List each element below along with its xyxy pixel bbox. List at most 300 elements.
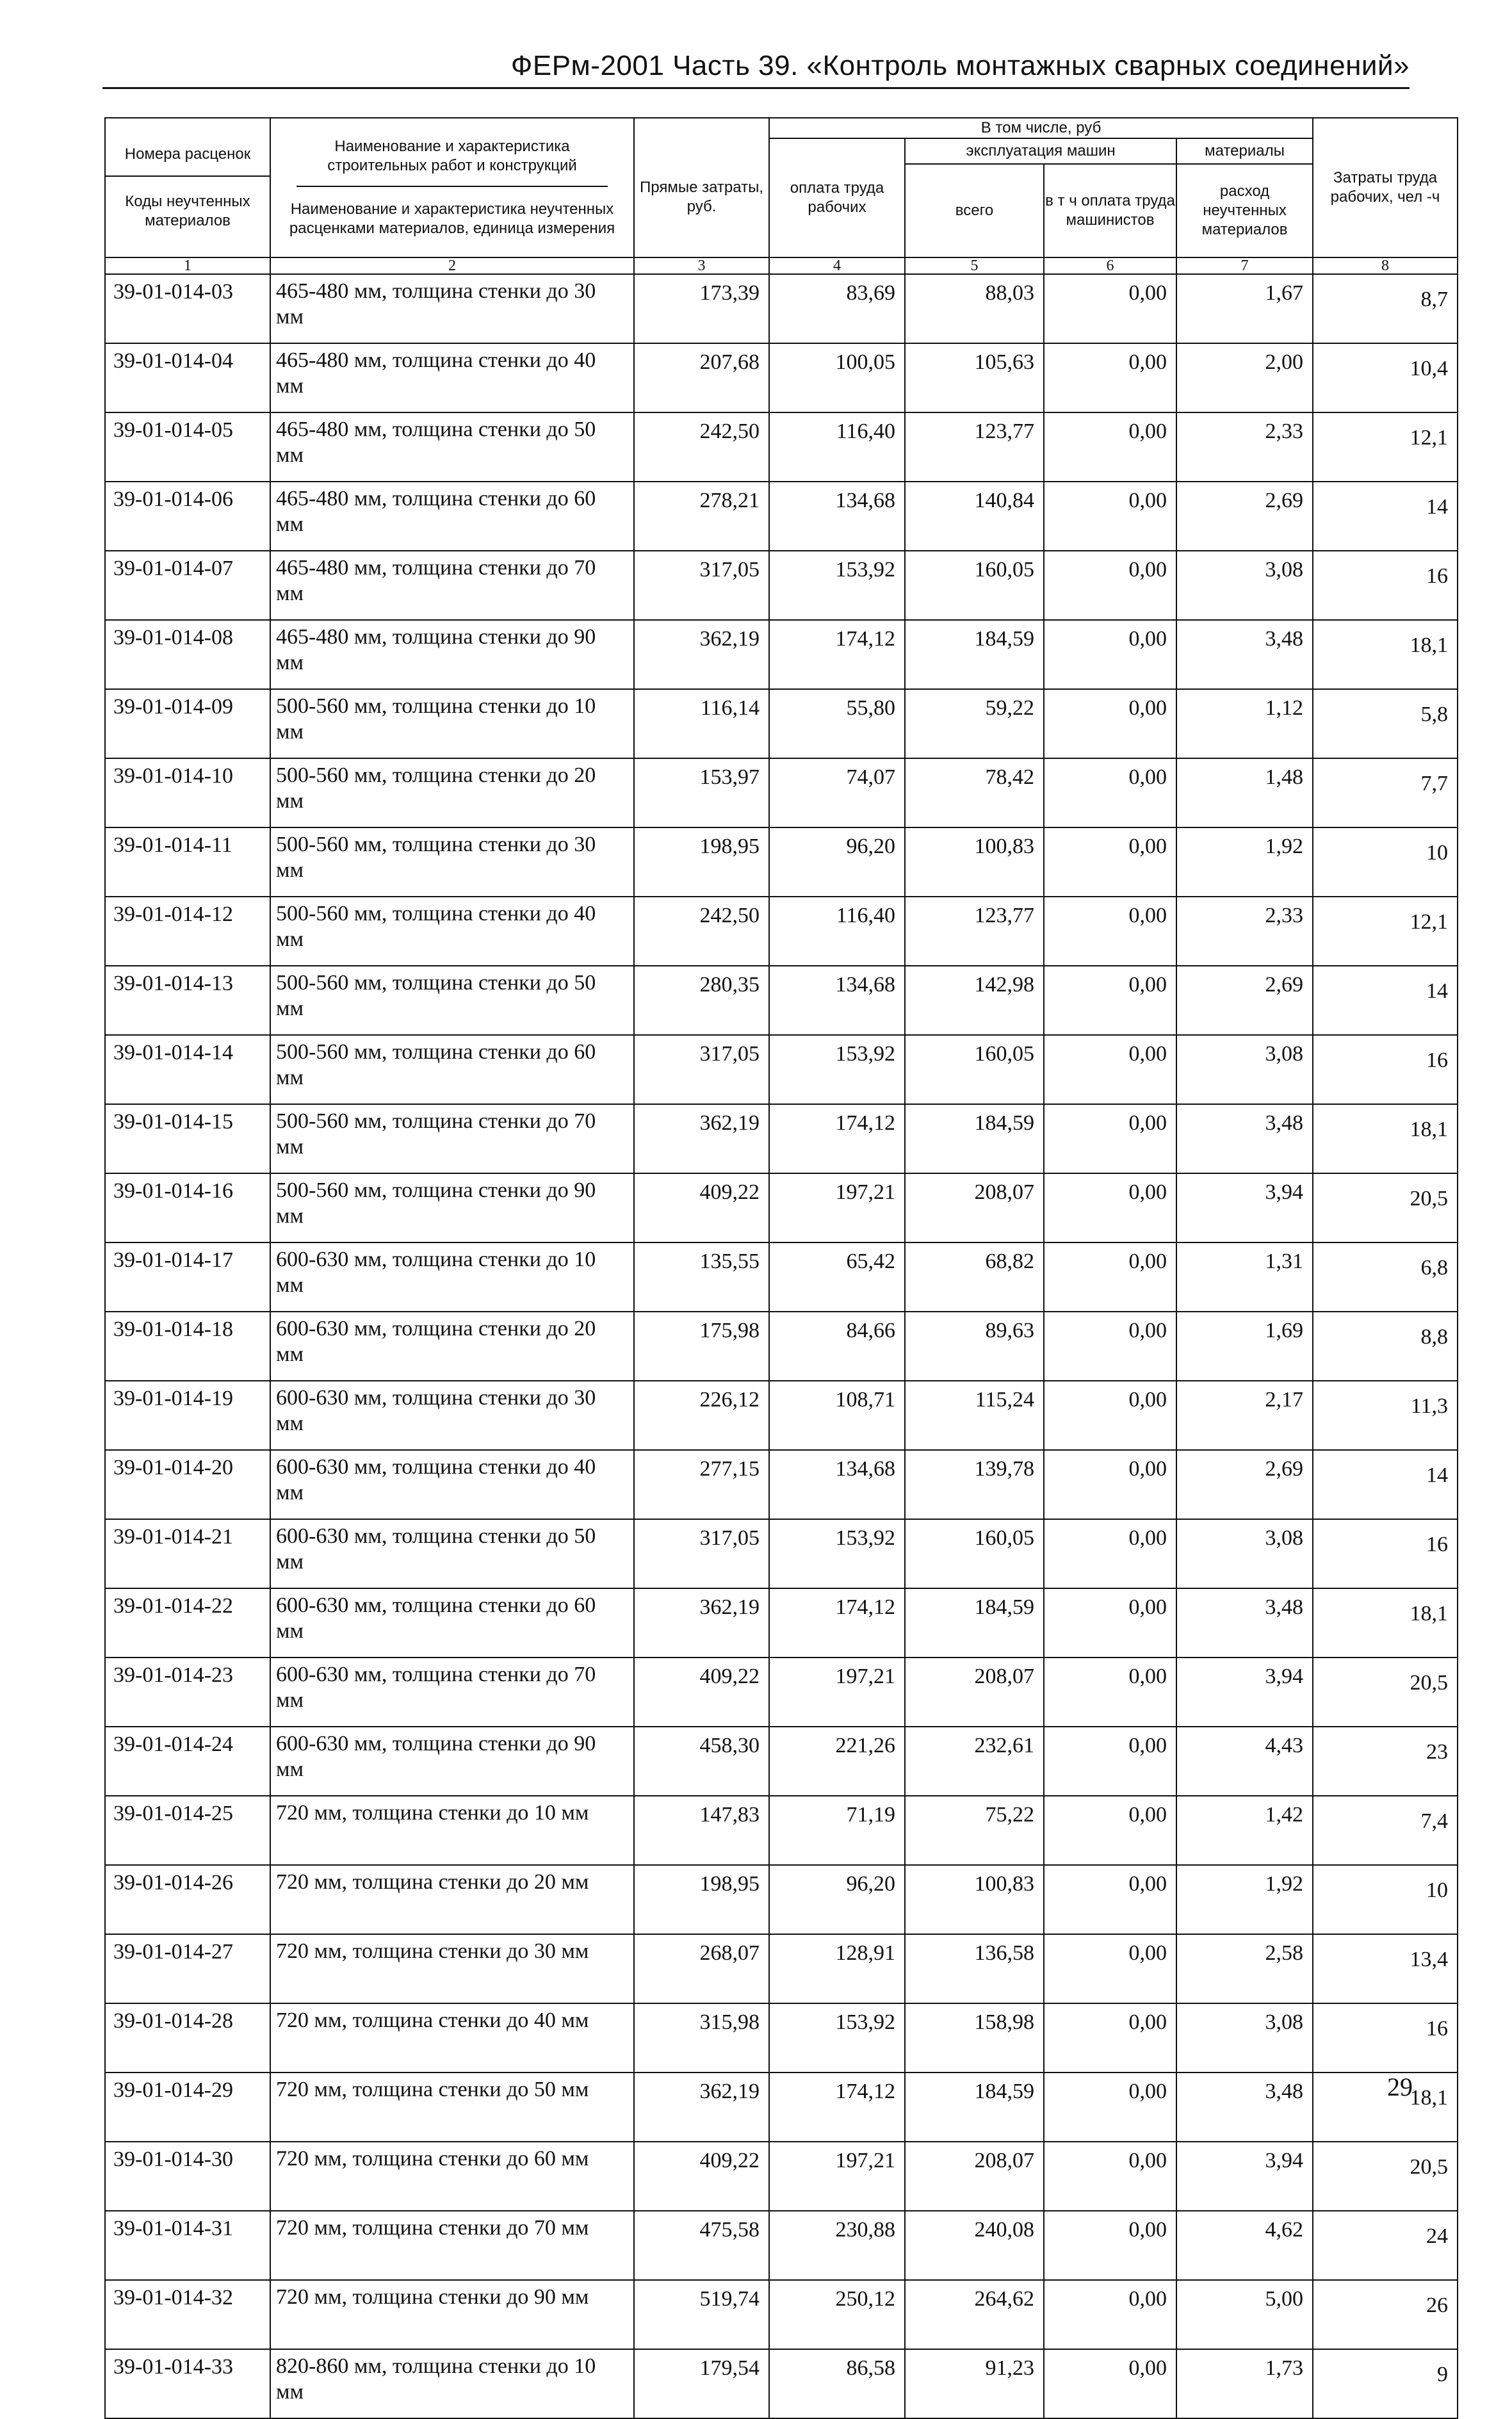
labor-costs-cell: 16 bbox=[1313, 2003, 1458, 2073]
materials-cell: 2,69 bbox=[1176, 966, 1313, 1035]
machines-total-cell: 115,24 bbox=[905, 1381, 1044, 1450]
labor-costs-cell: 14 bbox=[1313, 966, 1458, 1035]
wages-cell: 65,42 bbox=[769, 1242, 905, 1312]
column-number: 7 bbox=[1176, 257, 1313, 274]
direct-costs-cell: 278,21 bbox=[634, 482, 769, 551]
table-row bbox=[105, 1519, 1458, 1588]
direct-costs-cell: 242,50 bbox=[634, 412, 769, 482]
header-machines-total: всего bbox=[905, 164, 1044, 257]
table-row bbox=[105, 1450, 1458, 1519]
description-cell: 465-480 мм, толщина стенки до 70 мм bbox=[270, 551, 634, 620]
machines-wages-cell: 0,00 bbox=[1044, 2003, 1176, 2073]
description-cell: 720 мм, толщина стенки до 90 мм bbox=[270, 2280, 634, 2349]
direct-costs-cell: 409,22 bbox=[634, 1173, 769, 1242]
machines-total-cell: 240,08 bbox=[905, 2211, 1044, 2280]
materials-cell: 3,48 bbox=[1176, 2073, 1313, 2142]
column-number: 8 bbox=[1313, 257, 1458, 274]
header-name bbox=[270, 118, 634, 257]
direct-costs-cell: 362,19 bbox=[634, 2073, 769, 2142]
materials-cell: 1,48 bbox=[1176, 758, 1313, 827]
table-row bbox=[105, 758, 1458, 827]
wages-cell: 174,12 bbox=[769, 2073, 905, 2142]
table-row bbox=[105, 551, 1458, 620]
header-direct-costs: Прямые затраты, руб. bbox=[634, 118, 769, 257]
machines-wages-cell: 0,00 bbox=[1044, 2280, 1176, 2349]
rate-code-cell: 39-01-014-22 bbox=[105, 1588, 270, 1657]
labor-costs-cell: 14 bbox=[1313, 482, 1458, 551]
machines-total-cell: 91,23 bbox=[905, 2349, 1044, 2418]
labor-costs-cell: 23 bbox=[1313, 1727, 1458, 1796]
labor-costs-cell: 10 bbox=[1313, 827, 1458, 897]
machines-total-cell: 100,83 bbox=[905, 827, 1044, 897]
rate-code-cell: 39-01-014-30 bbox=[105, 2142, 270, 2211]
machines-wages-cell: 0,00 bbox=[1044, 1727, 1176, 1796]
rate-code-cell: 39-01-014-14 bbox=[105, 1035, 270, 1104]
wages-cell: 230,88 bbox=[769, 2211, 905, 2280]
description-cell: 720 мм, толщина стенки до 40 мм bbox=[270, 2003, 634, 2073]
direct-costs-cell: 242,50 bbox=[634, 897, 769, 966]
machines-wages-cell: 0,00 bbox=[1044, 343, 1176, 412]
machines-total-cell: 140,84 bbox=[905, 482, 1044, 551]
materials-cell: 4,62 bbox=[1176, 2211, 1313, 2280]
rate-code-cell: 39-01-014-24 bbox=[105, 1727, 270, 1796]
labor-costs-cell: 7,4 bbox=[1313, 1796, 1458, 1865]
rate-code-cell: 39-01-014-28 bbox=[105, 2003, 270, 2073]
header-codes bbox=[105, 118, 270, 257]
direct-costs-cell: 280,35 bbox=[634, 966, 769, 1035]
machines-wages-cell: 0,00 bbox=[1044, 482, 1176, 551]
wages-cell: 128,91 bbox=[769, 1934, 905, 2003]
direct-costs-cell: 315,98 bbox=[634, 2003, 769, 2073]
rate-code-cell: 39-01-014-07 bbox=[105, 551, 270, 620]
header-rule bbox=[102, 87, 1410, 89]
wages-cell: 174,12 bbox=[769, 620, 905, 689]
table-row bbox=[105, 1312, 1458, 1381]
direct-costs-cell: 362,19 bbox=[634, 1104, 769, 1173]
rate-code-cell: 39-01-014-12 bbox=[105, 897, 270, 966]
rate-code-cell: 39-01-014-05 bbox=[105, 412, 270, 482]
materials-cell: 2,58 bbox=[1176, 1934, 1313, 2003]
description-cell: 500-560 мм, толщина стенки до 50 мм bbox=[270, 966, 634, 1035]
materials-cell: 3,94 bbox=[1176, 2142, 1313, 2211]
rate-code-cell: 39-01-014-29 bbox=[105, 2073, 270, 2142]
machines-total-cell: 160,05 bbox=[905, 1519, 1044, 1588]
table-row bbox=[105, 1865, 1458, 1934]
machines-total-cell: 88,03 bbox=[905, 274, 1044, 343]
machines-wages-cell: 0,00 bbox=[1044, 2211, 1176, 2280]
labor-costs-cell: 16 bbox=[1313, 1519, 1458, 1588]
wages-cell: 153,92 bbox=[769, 1035, 905, 1104]
labor-costs-cell: 5,8 bbox=[1313, 689, 1458, 758]
labor-costs-cell: 12,1 bbox=[1313, 897, 1458, 966]
description-cell: 720 мм, толщина стенки до 50 мм bbox=[270, 2073, 634, 2142]
wages-cell: 96,20 bbox=[769, 827, 905, 897]
description-cell: 500-560 мм, толщина стенки до 40 мм bbox=[270, 897, 634, 966]
materials-cell: 2,33 bbox=[1176, 897, 1313, 966]
direct-costs-cell: 173,39 bbox=[634, 274, 769, 343]
description-cell: 600-630 мм, толщина стенки до 40 мм bbox=[270, 1450, 634, 1519]
labor-costs-cell: 18,1 bbox=[1313, 620, 1458, 689]
description-cell: 465-480 мм, толщина стенки до 60 мм bbox=[270, 482, 634, 551]
direct-costs-cell: 277,15 bbox=[634, 1450, 769, 1519]
wages-cell: 197,21 bbox=[769, 1657, 905, 1727]
machines-wages-cell: 0,00 bbox=[1044, 1519, 1176, 1588]
machines-total-cell: 75,22 bbox=[905, 1796, 1044, 1865]
machines-total-cell: 184,59 bbox=[905, 1588, 1044, 1657]
materials-cell: 3,08 bbox=[1176, 1035, 1313, 1104]
direct-costs-cell: 179,54 bbox=[634, 2349, 769, 2418]
column-numbers-row bbox=[105, 257, 1458, 274]
description-cell: 600-630 мм, толщина стенки до 10 мм bbox=[270, 1242, 634, 1312]
labor-costs-cell: 18,1 bbox=[1313, 1104, 1458, 1173]
wages-cell: 74,07 bbox=[769, 758, 905, 827]
direct-costs-cell: 317,05 bbox=[634, 1035, 769, 1104]
header-wages: оплата труда рабочих bbox=[769, 138, 905, 257]
table-row bbox=[105, 2211, 1458, 2280]
rate-code-cell: 39-01-014-21 bbox=[105, 1519, 270, 1588]
materials-cell: 1,12 bbox=[1176, 689, 1313, 758]
description-cell: 500-560 мм, толщина стенки до 10 мм bbox=[270, 689, 634, 758]
labor-costs-cell: 18,1 bbox=[1313, 1588, 1458, 1657]
labor-costs-cell: 10,4 bbox=[1313, 343, 1458, 412]
machines-wages-cell: 0,00 bbox=[1044, 2349, 1176, 2418]
column-number: 2 bbox=[270, 257, 634, 274]
machines-wages-cell: 0,00 bbox=[1044, 1035, 1176, 1104]
labor-costs-cell: 12,1 bbox=[1313, 412, 1458, 482]
rate-code-cell: 39-01-014-11 bbox=[105, 827, 270, 897]
table-row bbox=[105, 2349, 1458, 2418]
rate-code-cell: 39-01-014-31 bbox=[105, 2211, 270, 2280]
machines-total-cell: 208,07 bbox=[905, 2142, 1044, 2211]
materials-cell: 2,17 bbox=[1176, 1381, 1313, 1450]
description-cell: 500-560 мм, толщина стенки до 30 мм bbox=[270, 827, 634, 897]
labor-costs-cell: 11,3 bbox=[1313, 1381, 1458, 1450]
machines-wages-cell: 0,00 bbox=[1044, 1381, 1176, 1450]
header-machines-wages: в т ч оплата труда машинистов bbox=[1044, 164, 1176, 257]
table-row bbox=[105, 1381, 1458, 1450]
materials-cell: 1,92 bbox=[1176, 827, 1313, 897]
materials-cell: 3,48 bbox=[1176, 620, 1313, 689]
table-row bbox=[105, 1035, 1458, 1104]
materials-cell: 3,08 bbox=[1176, 551, 1313, 620]
rate-code-cell: 39-01-014-23 bbox=[105, 1657, 270, 1727]
rate-code-cell: 39-01-014-15 bbox=[105, 1104, 270, 1173]
description-cell: 465-480 мм, толщина стенки до 50 мм bbox=[270, 412, 634, 482]
rate-code-cell: 39-01-014-10 bbox=[105, 758, 270, 827]
machines-wages-cell: 0,00 bbox=[1044, 1104, 1176, 1173]
direct-costs-cell: 175,98 bbox=[634, 1312, 769, 1381]
rate-code-cell: 39-01-014-03 bbox=[105, 274, 270, 343]
rate-code-cell: 39-01-014-20 bbox=[105, 1450, 270, 1519]
direct-costs-cell: 207,68 bbox=[634, 343, 769, 412]
rate-code-cell: 39-01-014-04 bbox=[105, 343, 270, 412]
direct-costs-cell: 519,74 bbox=[634, 2280, 769, 2349]
header-labor-costs: Затраты труда рабочих, чел -ч bbox=[1313, 118, 1458, 257]
description-cell: 600-630 мм, толщина стенки до 90 мм bbox=[270, 1727, 634, 1796]
column-number: 3 bbox=[634, 257, 769, 274]
machines-total-cell: 78,42 bbox=[905, 758, 1044, 827]
header-name-bottom: Наименование и характеристика неучтенных расценками материалов, единица измерения bbox=[289, 200, 615, 237]
description-cell: 600-630 мм, толщина стенки до 60 мм bbox=[270, 1588, 634, 1657]
description-cell: 465-480 мм, толщина стенки до 30 мм bbox=[270, 274, 634, 343]
direct-costs-cell: 458,30 bbox=[634, 1727, 769, 1796]
direct-costs-cell: 198,95 bbox=[634, 1865, 769, 1934]
wages-cell: 134,68 bbox=[769, 482, 905, 551]
machines-total-cell: 208,07 bbox=[905, 1657, 1044, 1727]
materials-cell: 2,33 bbox=[1176, 412, 1313, 482]
machines-total-cell: 184,59 bbox=[905, 1104, 1044, 1173]
machines-total-cell: 158,98 bbox=[905, 2003, 1044, 2073]
machines-total-cell: 100,83 bbox=[905, 1865, 1044, 1934]
table-header bbox=[105, 118, 1458, 274]
wages-cell: 84,66 bbox=[769, 1312, 905, 1381]
direct-costs-cell: 362,19 bbox=[634, 620, 769, 689]
page-header-title: ФЕРм-2001 Часть 39. «Контроль монтажных сварных соединений» bbox=[510, 50, 1410, 81]
wages-cell: 221,26 bbox=[769, 1727, 905, 1796]
rates-table bbox=[104, 117, 1458, 2419]
table-row bbox=[105, 1104, 1458, 1173]
rate-code-cell: 39-01-014-19 bbox=[105, 1381, 270, 1450]
machines-total-cell: 142,98 bbox=[905, 966, 1044, 1035]
table-row bbox=[105, 1173, 1458, 1242]
description-cell: 500-560 мм, толщина стенки до 60 мм bbox=[270, 1035, 634, 1104]
machines-wages-cell: 0,00 bbox=[1044, 897, 1176, 966]
description-cell: 820-860 мм, толщина стенки до 10 мм bbox=[270, 2349, 634, 2418]
direct-costs-cell: 116,14 bbox=[634, 689, 769, 758]
table-row bbox=[105, 2280, 1458, 2349]
labor-costs-cell: 6,8 bbox=[1313, 1242, 1458, 1312]
direct-costs-cell: 198,95 bbox=[634, 827, 769, 897]
machines-total-cell: 160,05 bbox=[905, 551, 1044, 620]
table-row bbox=[105, 827, 1458, 897]
header-materials-consumption: расход неучтенных материалов bbox=[1176, 164, 1313, 257]
direct-costs-cell: 135,55 bbox=[634, 1242, 769, 1312]
table-row bbox=[105, 689, 1458, 758]
machines-total-cell: 232,61 bbox=[905, 1727, 1044, 1796]
table-row bbox=[105, 274, 1458, 343]
wages-cell: 134,68 bbox=[769, 966, 905, 1035]
labor-costs-cell: 7,7 bbox=[1313, 758, 1458, 827]
machines-wages-cell: 0,00 bbox=[1044, 1588, 1176, 1657]
wages-cell: 153,92 bbox=[769, 551, 905, 620]
direct-costs-cell: 317,05 bbox=[634, 551, 769, 620]
machines-wages-cell: 0,00 bbox=[1044, 551, 1176, 620]
description-cell: 500-560 мм, толщина стенки до 70 мм bbox=[270, 1104, 634, 1173]
header-including: В том числе, руб bbox=[769, 118, 1313, 138]
materials-cell: 1,69 bbox=[1176, 1312, 1313, 1381]
column-number: 6 bbox=[1044, 257, 1176, 274]
description-cell: 720 мм, толщина стенки до 70 мм bbox=[270, 2211, 634, 2280]
machines-wages-cell: 0,00 bbox=[1044, 1865, 1176, 1934]
table-row bbox=[105, 343, 1458, 412]
labor-costs-cell: 13,4 bbox=[1313, 1934, 1458, 2003]
direct-costs-cell: 317,05 bbox=[634, 1519, 769, 1588]
column-number: 1 bbox=[105, 257, 270, 274]
machines-total-cell: 184,59 bbox=[905, 620, 1044, 689]
machines-wages-cell: 0,00 bbox=[1044, 1312, 1176, 1381]
wages-cell: 86,58 bbox=[769, 2349, 905, 2418]
labor-costs-cell: 20,5 bbox=[1313, 1173, 1458, 1242]
machines-total-cell: 123,77 bbox=[905, 412, 1044, 482]
machines-total-cell: 208,07 bbox=[905, 1173, 1044, 1242]
direct-costs-cell: 226,12 bbox=[634, 1381, 769, 1450]
machines-wages-cell: 0,00 bbox=[1044, 1657, 1176, 1727]
table-row bbox=[105, 1727, 1458, 1796]
machines-wages-cell: 0,00 bbox=[1044, 1450, 1176, 1519]
wages-cell: 174,12 bbox=[769, 1104, 905, 1173]
wages-cell: 197,21 bbox=[769, 2142, 905, 2211]
rate-code-cell: 39-01-014-32 bbox=[105, 2280, 270, 2349]
wages-cell: 116,40 bbox=[769, 897, 905, 966]
machines-wages-cell: 0,00 bbox=[1044, 1173, 1176, 1242]
table-row bbox=[105, 2073, 1458, 2142]
labor-costs-cell: 8,7 bbox=[1313, 274, 1458, 343]
machines-wages-cell: 0,00 bbox=[1044, 620, 1176, 689]
column-number: 5 bbox=[905, 257, 1044, 274]
materials-cell: 3,94 bbox=[1176, 1657, 1313, 1727]
machines-total-cell: 264,62 bbox=[905, 2280, 1044, 2349]
labor-costs-cell: 16 bbox=[1313, 551, 1458, 620]
wages-cell: 108,71 bbox=[769, 1381, 905, 1450]
table-row bbox=[105, 2003, 1458, 2073]
table-row bbox=[105, 1242, 1458, 1312]
description-cell: 465-480 мм, толщина стенки до 90 мм bbox=[270, 620, 634, 689]
header-codes-bottom: Коды неучтенных материалов bbox=[125, 193, 250, 229]
machines-wages-cell: 0,00 bbox=[1044, 1934, 1176, 2003]
materials-cell: 5,00 bbox=[1176, 2280, 1313, 2349]
labor-costs-cell: 16 bbox=[1313, 1035, 1458, 1104]
table-row bbox=[105, 482, 1458, 551]
rate-code-cell: 39-01-014-16 bbox=[105, 1173, 270, 1242]
machines-wages-cell: 0,00 bbox=[1044, 1242, 1176, 1312]
machines-total-cell: 105,63 bbox=[905, 343, 1044, 412]
wages-cell: 96,20 bbox=[769, 1865, 905, 1934]
rate-code-cell: 39-01-014-17 bbox=[105, 1242, 270, 1312]
rate-code-cell: 39-01-014-33 bbox=[105, 2349, 270, 2418]
description-cell: 500-560 мм, толщина стенки до 20 мм bbox=[270, 758, 634, 827]
direct-costs-cell: 475,58 bbox=[634, 2211, 769, 2280]
labor-costs-cell: 26 bbox=[1313, 2280, 1458, 2349]
table-row bbox=[105, 1657, 1458, 1727]
materials-cell: 3,08 bbox=[1176, 1519, 1313, 1588]
materials-cell: 1,92 bbox=[1176, 1865, 1313, 1934]
wages-cell: 197,21 bbox=[769, 1173, 905, 1242]
wages-cell: 83,69 bbox=[769, 274, 905, 343]
machines-wages-cell: 0,00 bbox=[1044, 966, 1176, 1035]
table-row bbox=[105, 1796, 1458, 1865]
rate-code-cell: 39-01-014-09 bbox=[105, 689, 270, 758]
table-row bbox=[105, 412, 1458, 482]
machines-total-cell: 136,58 bbox=[905, 1934, 1044, 2003]
machines-total-cell: 184,59 bbox=[905, 2073, 1044, 2142]
machines-wages-cell: 0,00 bbox=[1044, 758, 1176, 827]
header-name-top: Наименование и характеристика строительных работ и конструкций bbox=[297, 133, 608, 187]
page-number: 29 bbox=[1387, 2073, 1413, 2101]
description-cell: 720 мм, толщина стенки до 10 мм bbox=[270, 1796, 634, 1865]
machines-total-cell: 139,78 bbox=[905, 1450, 1044, 1519]
machines-wages-cell: 0,00 bbox=[1044, 689, 1176, 758]
labor-costs-cell: 20,5 bbox=[1313, 1657, 1458, 1727]
materials-cell: 2,00 bbox=[1176, 343, 1313, 412]
description-cell: 720 мм, толщина стенки до 60 мм bbox=[270, 2142, 634, 2211]
wages-cell: 116,40 bbox=[769, 412, 905, 482]
table-row bbox=[105, 1934, 1458, 2003]
header-machines: эксплуатация машин bbox=[905, 138, 1176, 164]
column-number: 4 bbox=[769, 257, 905, 274]
labor-costs-cell: 10 bbox=[1313, 1865, 1458, 1934]
header-codes-top: Номера расценок bbox=[106, 141, 270, 177]
table-row bbox=[105, 897, 1458, 966]
direct-costs-cell: 362,19 bbox=[634, 1588, 769, 1657]
wages-cell: 174,12 bbox=[769, 1588, 905, 1657]
labor-costs-cell: 20,5 bbox=[1313, 2142, 1458, 2211]
machines-total-cell: 89,63 bbox=[905, 1312, 1044, 1381]
header-materials: материалы bbox=[1176, 138, 1313, 164]
materials-cell: 4,43 bbox=[1176, 1727, 1313, 1796]
labor-costs-cell: 8,8 bbox=[1313, 1312, 1458, 1381]
materials-cell: 2,69 bbox=[1176, 1450, 1313, 1519]
table-row bbox=[105, 620, 1458, 689]
wages-cell: 134,68 bbox=[769, 1450, 905, 1519]
rate-code-cell: 39-01-014-08 bbox=[105, 620, 270, 689]
labor-costs-cell: 14 bbox=[1313, 1450, 1458, 1519]
machines-wages-cell: 0,00 bbox=[1044, 2142, 1176, 2211]
materials-cell: 3,08 bbox=[1176, 2003, 1313, 2073]
direct-costs-cell: 147,83 bbox=[634, 1796, 769, 1865]
rate-code-cell: 39-01-014-27 bbox=[105, 1934, 270, 2003]
machines-wages-cell: 0,00 bbox=[1044, 827, 1176, 897]
wages-cell: 100,05 bbox=[769, 343, 905, 412]
wages-cell: 153,92 bbox=[769, 1519, 905, 1588]
rate-code-cell: 39-01-014-25 bbox=[105, 1796, 270, 1865]
labor-costs-cell: 18,1 bbox=[1313, 2073, 1458, 2142]
direct-costs-cell: 153,97 bbox=[634, 758, 769, 827]
description-cell: 600-630 мм, толщина стенки до 20 мм bbox=[270, 1312, 634, 1381]
wages-cell: 153,92 bbox=[769, 2003, 905, 2073]
materials-cell: 1,31 bbox=[1176, 1242, 1313, 1312]
machines-wages-cell: 0,00 bbox=[1044, 274, 1176, 343]
materials-cell: 2,69 bbox=[1176, 482, 1313, 551]
materials-cell: 1,73 bbox=[1176, 2349, 1313, 2418]
materials-cell: 3,48 bbox=[1176, 1104, 1313, 1173]
wages-cell: 71,19 bbox=[769, 1796, 905, 1865]
labor-costs-cell: 24 bbox=[1313, 2211, 1458, 2280]
machines-total-cell: 59,22 bbox=[905, 689, 1044, 758]
machines-total-cell: 160,05 bbox=[905, 1035, 1044, 1104]
description-cell: 600-630 мм, толщина стенки до 70 мм bbox=[270, 1657, 634, 1727]
description-cell: 720 мм, толщина стенки до 20 мм bbox=[270, 1865, 634, 1934]
machines-wages-cell: 0,00 bbox=[1044, 1796, 1176, 1865]
direct-costs-cell: 409,22 bbox=[634, 2142, 769, 2211]
wages-cell: 250,12 bbox=[769, 2280, 905, 2349]
labor-costs-cell: 9 bbox=[1313, 2349, 1458, 2418]
materials-cell: 3,48 bbox=[1176, 1588, 1313, 1657]
description-cell: 465-480 мм, толщина стенки до 40 мм bbox=[270, 343, 634, 412]
description-cell: 720 мм, толщина стенки до 30 мм bbox=[270, 1934, 634, 2003]
machines-wages-cell: 0,00 bbox=[1044, 2073, 1176, 2142]
materials-cell: 3,94 bbox=[1176, 1173, 1313, 1242]
rate-code-cell: 39-01-014-13 bbox=[105, 966, 270, 1035]
description-cell: 600-630 мм, толщина стенки до 30 мм bbox=[270, 1381, 634, 1450]
rate-code-cell: 39-01-014-06 bbox=[105, 482, 270, 551]
direct-costs-cell: 409,22 bbox=[634, 1657, 769, 1727]
machines-total-cell: 123,77 bbox=[905, 897, 1044, 966]
wages-cell: 55,80 bbox=[769, 689, 905, 758]
table-row bbox=[105, 2142, 1458, 2211]
materials-cell: 1,42 bbox=[1176, 1796, 1313, 1865]
materials-cell: 1,67 bbox=[1176, 274, 1313, 343]
rate-code-cell: 39-01-014-26 bbox=[105, 1865, 270, 1934]
